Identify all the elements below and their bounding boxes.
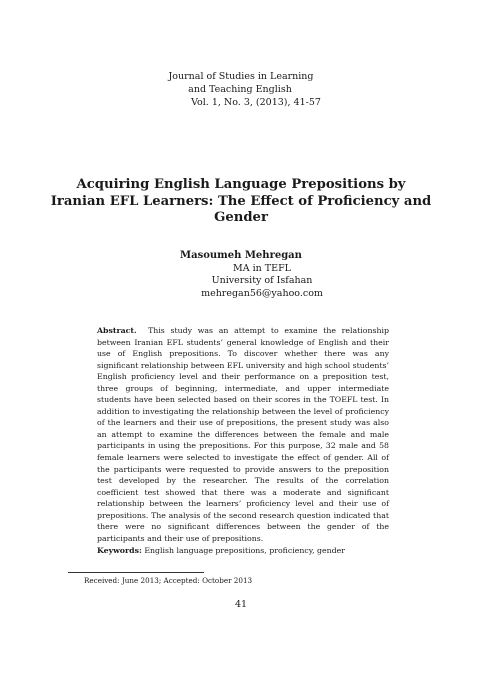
footnote: Received: June 2013; Accepted: October 2013 [84,576,253,585]
keywords [97,546,389,555]
journal-name-line1: Journal of Studies in Learning [168,71,314,82]
abstract-paragraph [97,325,389,544]
page-number: 41 [234,599,248,610]
paper-title: Acquiring English Language Prepositions by Iranian EFL Learners: The Effect of Proficiency and Gender [50,177,432,225]
journal-header [0,70,482,109]
author-block [0,250,482,300]
author-degree: MA in TEFL [233,262,291,274]
journal-volume: Vol. 1, No. 3, (2013), 41-57 [191,97,321,108]
author-name: Masoumeh Mehregan [180,250,302,261]
author-email: mehregan56@yahoo.com [201,287,323,299]
abstract [97,325,389,544]
abstract-label: Abstract. [97,326,137,335]
keywords-label: Keywords: [97,546,142,555]
footnote-rule [68,572,204,573]
author-affiliation: University of Isfahan [211,275,313,286]
abstract-text: This study was an attempt to examine the relationship between Iranian EFL students’ general knowledge of English and their use of English prepositions. To discover whether there was any significant relationship between EFL university and high school students’ English proficiency level and their performance on a preposition test, three groups of beginning, intermediate, and upper intermediate students have been selected based on their scores in the TOEFL test. In addition to investigating the relationship between the level of proficiency of the learners and their use of prepositions, the present study was also an attempt to examine the differences between the female and male participants in using the prepositions. For this purpose, 32 male and 58 female learners were selected to investigate the effect of gender. All of the participants were requested to provide answers to the preposition test developed by the researcher. The results of the correlation coefficient test showed that there was a moderate and significant relationship between the learners’ proficiency level and their use of prepositions. The analysis of the second research question indicated that there were no significant differences between the gender of the participants and their use of prepositions. [97,326,389,543]
journal-name-line2: and Teaching English [188,84,292,95]
keywords-text: English language prepositions, proficiency, gender [144,546,346,555]
